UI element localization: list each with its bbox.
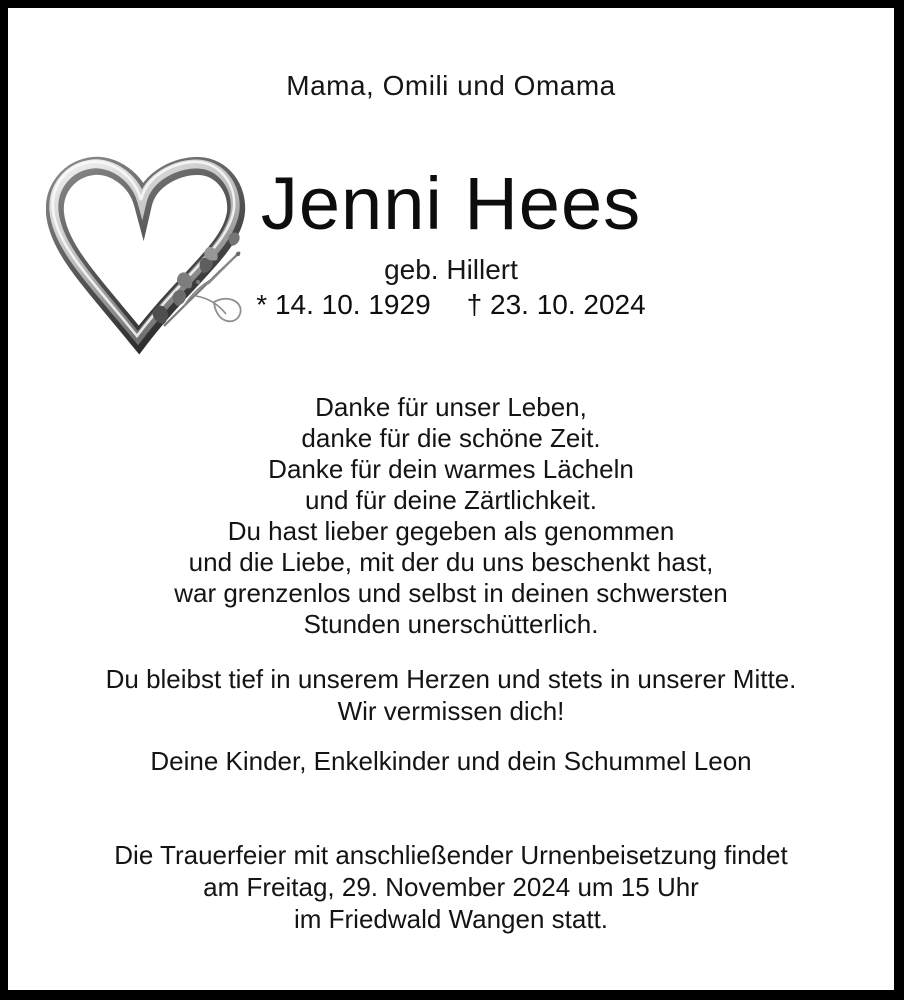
remembrance-line: Du bleibst tief in unserem Herzen und stets in unserer Mitte.	[105, 664, 797, 694]
life-dates	[8, 288, 894, 322]
tribute-line: Danke für unser Leben,	[315, 392, 587, 422]
tribute-line: danke für die schöne Zeit.	[301, 423, 601, 453]
obituary-sheet	[8, 8, 894, 990]
remembrance-line: Wir vermissen dich!	[337, 696, 565, 726]
tribute-line: war grenzenlos und selbst in deinen schwersten	[174, 578, 728, 608]
funeral-line: im Friedwald Wangen statt.	[293, 904, 609, 934]
family-signature: Deine Kinder, Enkelkinder und dein Schummel Leon	[150, 746, 752, 776]
maiden-name: geb. Hillert	[384, 254, 518, 285]
funeral-line: am Freitag, 29. November 2024 um 15 Uhr	[203, 872, 699, 902]
tribute-line: und für deine Zärtlichkeit.	[305, 485, 597, 515]
tribute-line: Danke für dein warmes Lächeln	[268, 454, 634, 484]
dedication-text: Mama, Omili und Omama	[286, 70, 616, 101]
tribute-line: Stunden unerschütterlich.	[303, 609, 599, 639]
birth-date: * 14. 10. 1929	[256, 289, 431, 320]
remembrance-paragraph	[8, 663, 894, 727]
tribute-paragraph	[8, 392, 894, 640]
death-date: † 23. 10. 2024	[466, 289, 646, 320]
funeral-notice	[8, 839, 894, 935]
deceased-name: Jenni Hees	[260, 162, 642, 245]
tribute-line: und die Liebe, mit der du uns beschenkt hast,	[188, 547, 714, 577]
funeral-line: Die Trauerfeier mit anschließender Urnenbeisetzung findet	[114, 840, 788, 870]
tribute-line: Du hast lieber gegeben als genommen	[227, 516, 675, 546]
